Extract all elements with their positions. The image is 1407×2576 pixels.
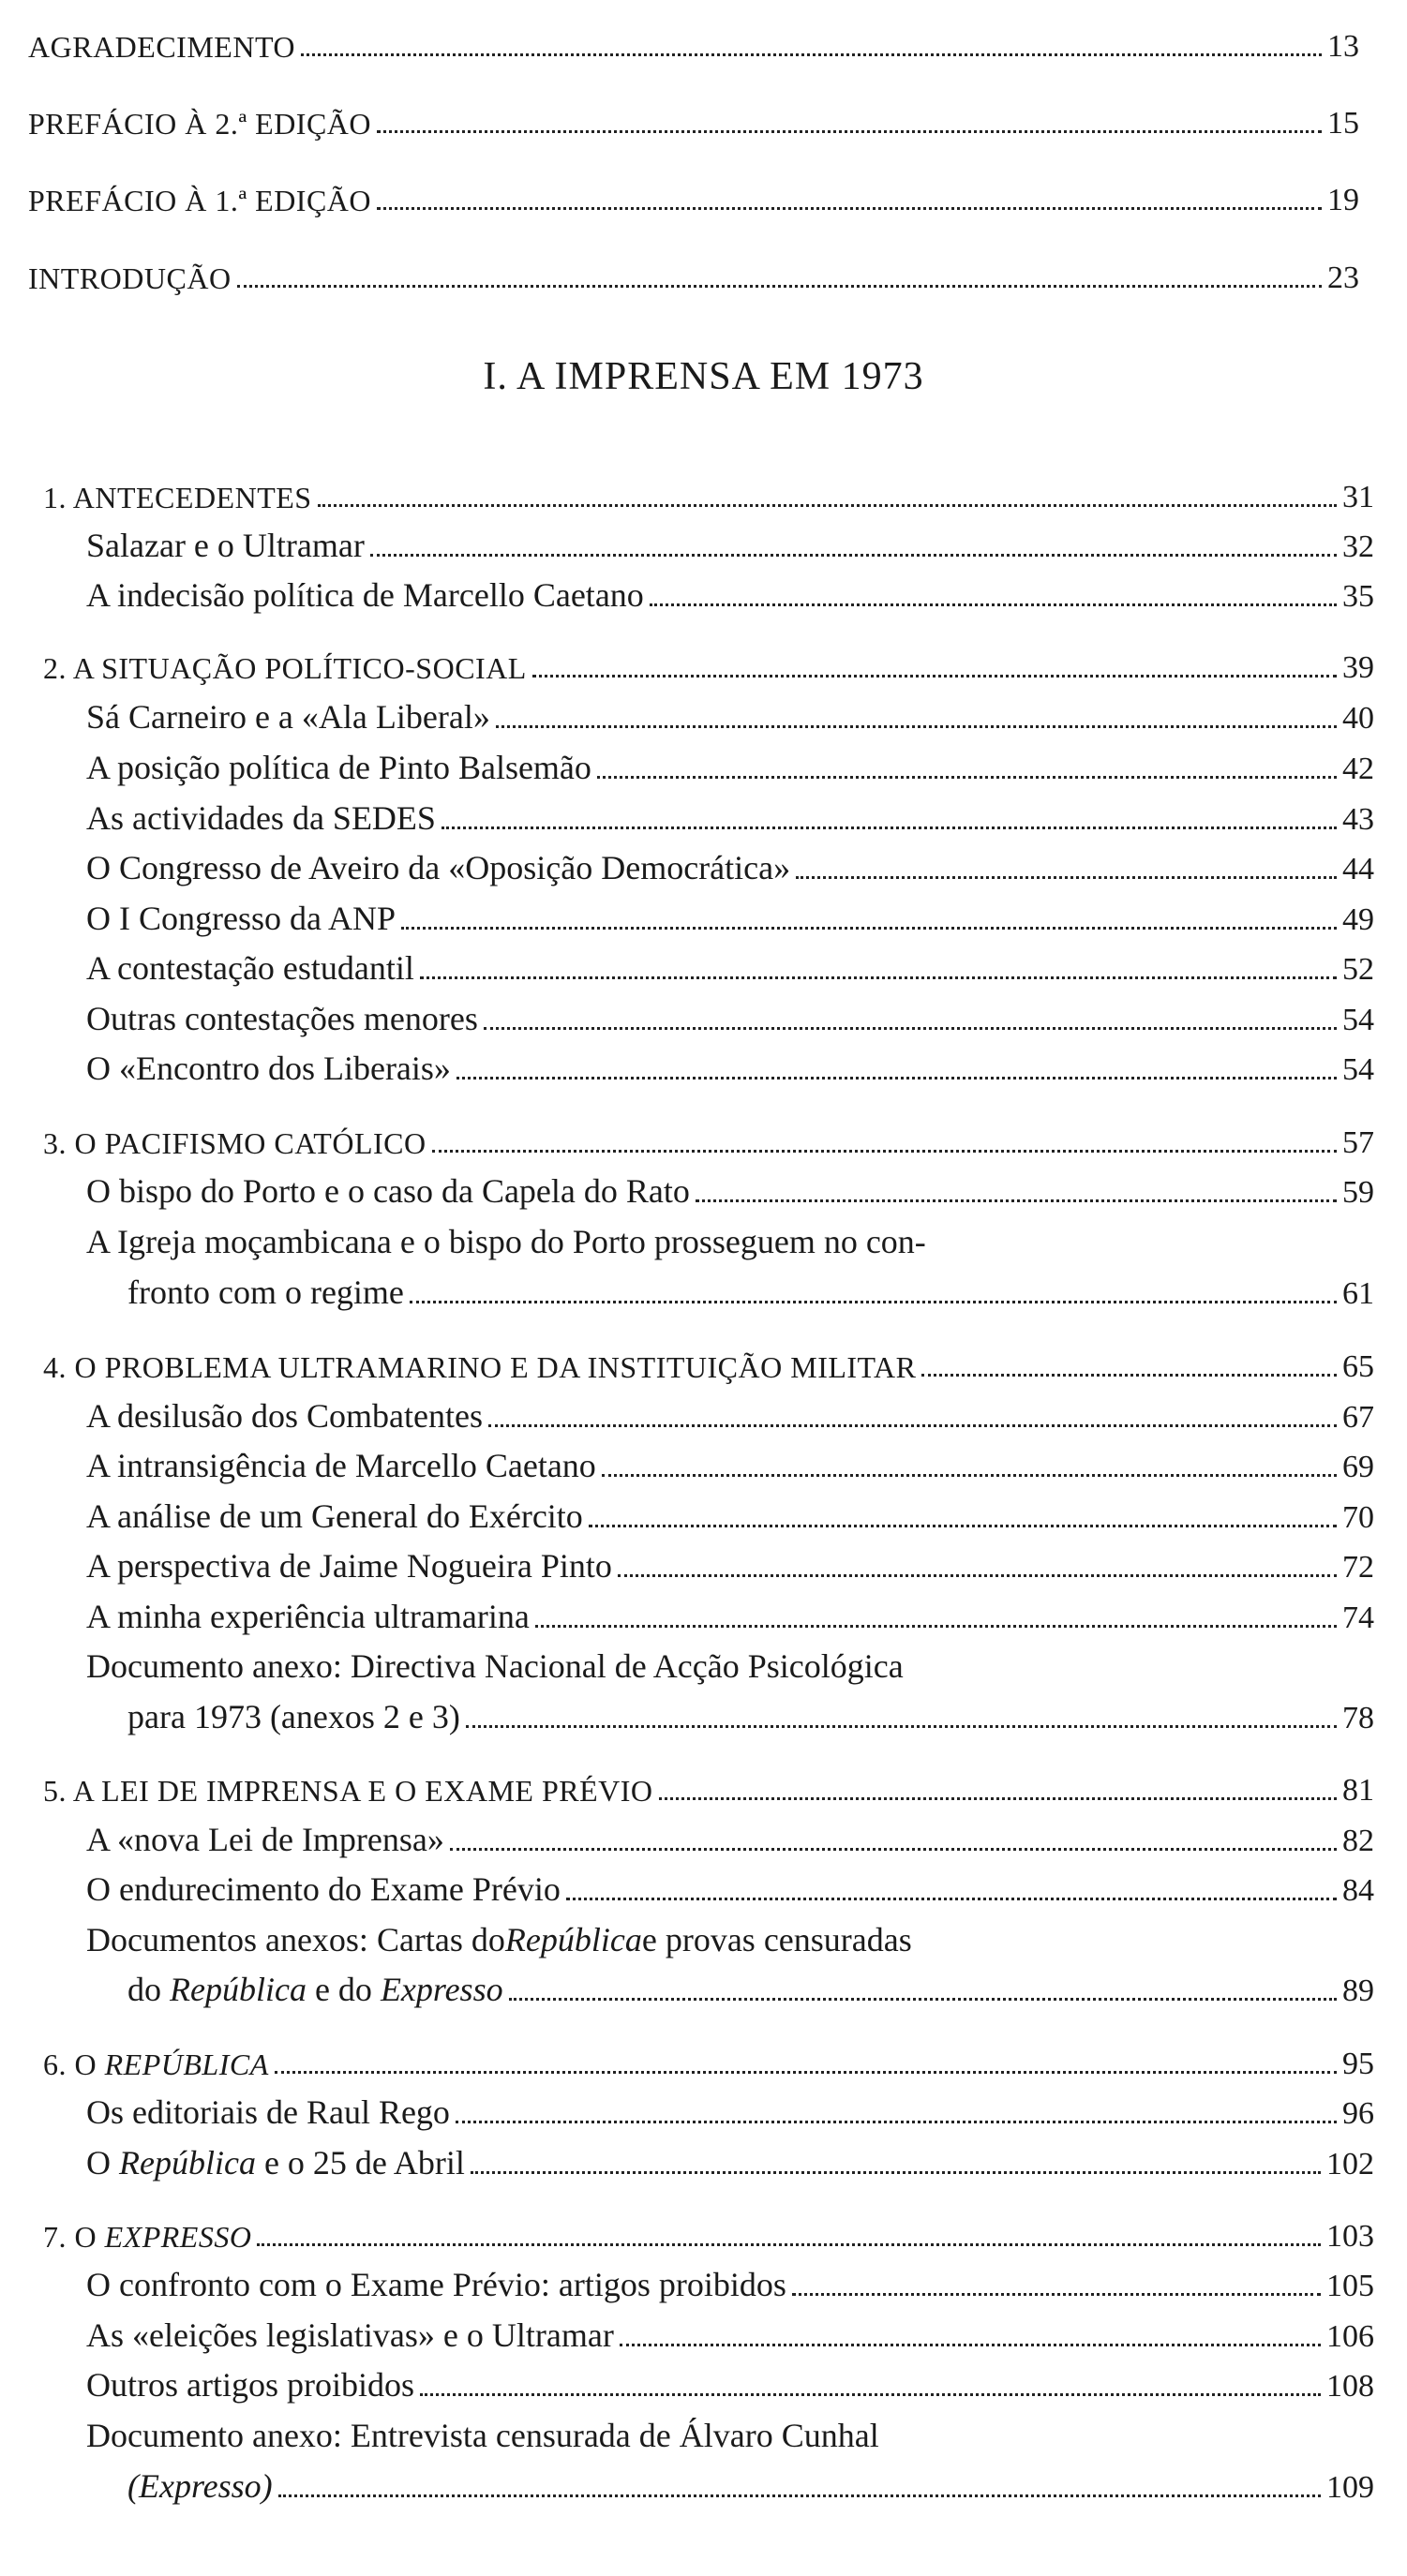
- section-entry: [86, 2352, 1374, 2405]
- toc-entry-title-italic: República: [170, 1971, 307, 2008]
- section-entry: [86, 735, 1374, 787]
- dot-leader: [509, 1998, 1337, 2001]
- section-entry: [86, 986, 1374, 1038]
- toc-entry-title: A perspectiva de Jaime Nogueira Pinto: [86, 1547, 612, 1585]
- toc-entry-page: 35: [1342, 579, 1374, 614]
- toc-entry-title: AGRADECIMENTO: [28, 30, 296, 64]
- toc-entry-page: 39: [1342, 650, 1374, 685]
- section-entry-continuation: [127, 1259, 1374, 1312]
- toc-entry-title-part: e provas censuradas: [641, 1921, 912, 1958]
- toc-entry-page: 44: [1342, 852, 1374, 886]
- section-entry-continuation: [127, 1957, 1374, 2009]
- dot-leader: [796, 876, 1337, 879]
- toc-entry-page: 70: [1342, 1500, 1374, 1535]
- toc-entry-page: 72: [1342, 1550, 1374, 1585]
- toc-entry: [28, 166, 1359, 218]
- toc-entry-page: 61: [1342, 1276, 1374, 1311]
- toc-entry-title-italic: República: [504, 1921, 642, 1958]
- section-entry: [86, 1035, 1374, 1088]
- toc-entry-title: A análise de um General do Exército: [86, 1497, 583, 1535]
- toc-entry-title: 5. A LEI DE IMPRENSA E O EXAME PRÉVIO: [43, 1774, 653, 1808]
- toc-entry-title-italic: REPÚBLICA: [104, 2047, 269, 2081]
- section-entry: [86, 2252, 1374, 2304]
- section-entry: [86, 935, 1374, 988]
- dot-leader: [597, 776, 1337, 779]
- dot-leader: [457, 1077, 1337, 1080]
- toc-entry-title: Outras contestações menores: [86, 1000, 478, 1037]
- toc-entry-title: O I Congresso da ANP: [86, 900, 396, 937]
- dot-leader: [650, 603, 1337, 606]
- toc-entry-title-part: Documentos anexos: Cartas do: [86, 1921, 505, 1958]
- toc-entry-title-part: 7. O: [43, 2220, 105, 2254]
- section-entry: [86, 835, 1374, 887]
- dot-leader: [456, 2121, 1337, 2123]
- toc-entry-page: 59: [1342, 1175, 1374, 1210]
- toc-entry-title: INTRODUÇÃO: [28, 261, 232, 295]
- dot-leader: [318, 504, 1337, 507]
- toc-entry-title: A posição política de Pinto Balsemão: [86, 749, 591, 786]
- chapter-entry: [43, 1109, 1374, 1161]
- toc-entry-title: O bispo do Porto e o caso da Capela do Rato: [86, 1172, 690, 1210]
- toc-entry-page: 81: [1342, 1773, 1374, 1808]
- toc-entry-page: 105: [1326, 2269, 1374, 2303]
- toc-entry-page: 74: [1342, 1601, 1374, 1635]
- toc-entry-page: 103: [1326, 2219, 1374, 2254]
- toc-entry-title-continued: fronto com o regime: [127, 1273, 404, 1311]
- dot-leader: [410, 1301, 1337, 1303]
- toc-entry-title-italic: EXPRESSO: [104, 2220, 252, 2254]
- toc-entry-title-part: e do: [306, 1971, 381, 2008]
- toc-entry-page: 102: [1326, 2147, 1374, 2181]
- dot-leader: [792, 2293, 1321, 2296]
- dot-leader: [471, 2171, 1321, 2174]
- toc-entry-page: 84: [1342, 1873, 1374, 1908]
- toc-entry-title: PREFÁCIO À 1.ª EDIÇÃO: [28, 184, 372, 217]
- toc-entry-page: 108: [1326, 2369, 1374, 2404]
- toc-entry-page: 82: [1342, 1824, 1374, 1858]
- section-entry: [86, 2130, 1374, 2182]
- toc-entry-title: Sá Carneiro e a «Ala Liberal»: [86, 698, 490, 736]
- toc-entry-title: [43, 2220, 251, 2255]
- toc-entry-page: 49: [1342, 902, 1374, 937]
- dot-leader: [432, 1150, 1337, 1153]
- dot-leader: [370, 554, 1337, 557]
- chapter-entry: [43, 2202, 1374, 2255]
- part-title: I. A IMPRENSA EM 1973: [483, 355, 924, 398]
- toc-entry-title: 3. O PACIFISMO CATÓLICO: [43, 1126, 427, 1160]
- section-entry: [86, 2302, 1374, 2355]
- toc-entry-page: 69: [1342, 1450, 1374, 1484]
- dot-leader: [566, 1898, 1337, 1900]
- section-entry: [86, 1209, 926, 1261]
- dot-leader: [488, 1424, 1337, 1427]
- section-entry: [86, 1433, 1374, 1485]
- toc-entry-title-italic: República: [119, 2144, 256, 2181]
- section-entry: [86, 1633, 904, 1686]
- toc-entry-title-part: e o 25 de Abril: [255, 2144, 465, 2181]
- dot-leader: [496, 725, 1337, 728]
- dot-leader: [401, 927, 1337, 930]
- toc-entry-title: O endurecimento do Exame Prévio: [86, 1870, 561, 1908]
- section-entry: [86, 1483, 1374, 1536]
- toc-entry-title-part: 6. O: [43, 2047, 105, 2081]
- toc-entry-title-part: do: [127, 1971, 170, 2008]
- toc-entry-title: 1. ANTECEDENTES: [43, 481, 312, 514]
- toc-entry-title: [43, 2047, 269, 2082]
- section-entry-continuation: [127, 2453, 1374, 2506]
- dot-leader: [696, 1199, 1337, 1202]
- toc-entry-page: 42: [1342, 752, 1374, 786]
- toc-entry-page: 57: [1342, 1125, 1374, 1160]
- section-entry: [86, 1907, 912, 1959]
- toc-entry-title: A desilusão dos Combatentes: [86, 1397, 483, 1435]
- section-entry-continuation: [127, 1684, 1374, 1736]
- toc-entry-page: 23: [1327, 261, 1359, 295]
- toc-entry-title: Documento anexo: Directiva Nacional de Acção Psicológica: [86, 1647, 904, 1685]
- toc-entry-title: O confronto com o Exame Prévio: artigos proibidos: [86, 2266, 786, 2303]
- toc-entry-title-continued: (Expresso): [127, 2467, 273, 2505]
- toc-entry-page: 89: [1342, 1973, 1374, 2008]
- dot-leader: [602, 1474, 1337, 1477]
- toc-entry-page: 67: [1342, 1400, 1374, 1435]
- section-entry: [86, 1856, 1374, 1909]
- toc-entry-page: 40: [1342, 701, 1374, 736]
- dot-leader: [532, 675, 1337, 678]
- dot-leader: [377, 130, 1322, 133]
- toc-entry-title-italic: Expresso: [380, 1971, 503, 2008]
- toc-entry-title: A Igreja moçambicana e o bispo do Porto prosseguem no con-: [86, 1223, 926, 1260]
- toc-entry-title: Salazar e o Ultramar: [86, 527, 365, 564]
- toc-entry-title-part: O: [86, 2144, 119, 2181]
- toc-entry-title: Outros artigos proibidos: [86, 2366, 414, 2404]
- toc-entry-page: 19: [1327, 183, 1359, 217]
- toc-entry-page: 52: [1342, 952, 1374, 987]
- dot-leader: [484, 1027, 1337, 1030]
- toc-entry-page: 96: [1342, 2096, 1374, 2131]
- dot-leader: [450, 1848, 1337, 1851]
- toc-entry-title: Os editoriais de Raul Rego: [86, 2093, 450, 2131]
- toc-entry-page: 106: [1326, 2319, 1374, 2354]
- toc-entry-title: A contestação estudantil: [86, 949, 414, 987]
- toc-entry: [28, 244, 1359, 296]
- toc-entry-title: Documento anexo: Entrevista censurada de Álvaro Cunhal: [86, 2417, 879, 2454]
- section-entry: [86, 2403, 879, 2455]
- toc-entry-page: 31: [1342, 480, 1374, 514]
- toc-entry-title: A minha experiência ultramarina: [86, 1598, 530, 1635]
- toc-entry-page: 32: [1342, 529, 1374, 564]
- dot-leader: [589, 1525, 1337, 1527]
- dot-leader: [377, 207, 1322, 210]
- toc-entry-page: 65: [1342, 1349, 1374, 1384]
- section-entry: [86, 1807, 1374, 1859]
- toc-entry-title: O Congresso de Aveiro da «Oposição Democrática»: [86, 849, 791, 886]
- toc-entry-title: O «Encontro dos Liberais»: [86, 1050, 451, 1087]
- toc-entry-title: A «nova Lei de Imprensa»: [86, 1821, 444, 1858]
- toc-entry-page: 54: [1342, 1052, 1374, 1087]
- dot-leader: [420, 2393, 1321, 2396]
- section-entry: [86, 513, 1374, 565]
- toc-entry-title: As «eleições legislativas» e o Ultramar: [86, 2316, 614, 2354]
- dot-leader: [466, 1725, 1337, 1728]
- toc-entry-title-continued: [127, 1970, 503, 2009]
- chapter-entry: [43, 2030, 1374, 2082]
- toc-entry-page: 43: [1342, 802, 1374, 837]
- toc-entry-title: A indecisão política de Marcello Caetano: [86, 576, 644, 614]
- toc-entry: [28, 12, 1359, 65]
- dot-leader: [278, 2494, 1321, 2497]
- chapter-entry: [43, 633, 1374, 686]
- toc-entry: [28, 89, 1359, 141]
- section-entry: [86, 562, 1374, 615]
- dot-leader: [301, 53, 1322, 56]
- toc-entry-title: PREFÁCIO À 2.ª EDIÇÃO: [28, 107, 372, 141]
- dot-leader: [257, 2243, 1321, 2246]
- dot-leader: [535, 1625, 1337, 1628]
- chapter-entry: [43, 1333, 1374, 1385]
- dot-leader: [618, 1574, 1337, 1577]
- chapter-entry: [43, 1756, 1374, 1809]
- toc-entry-page: 54: [1342, 1003, 1374, 1037]
- toc-entry-title-continued: para 1973 (anexos 2 e 3): [127, 1698, 460, 1735]
- section-entry: [86, 1158, 1374, 1211]
- section-entry: [86, 1383, 1374, 1436]
- section-entry: [86, 2079, 1374, 2132]
- toc-entry-title: [86, 2143, 465, 2182]
- dot-leader: [442, 826, 1337, 829]
- chapter-entry: [43, 463, 1374, 515]
- dot-leader: [620, 2344, 1321, 2346]
- section-entry: [86, 1533, 1374, 1586]
- dot-leader: [420, 976, 1337, 979]
- toc-entry-title: A intransigência de Marcello Caetano: [86, 1447, 596, 1484]
- toc-entry-page: 95: [1342, 2047, 1374, 2081]
- toc-entry-page: 15: [1327, 106, 1359, 141]
- toc-entry-page: 78: [1342, 1701, 1374, 1735]
- dot-leader: [275, 2071, 1337, 2074]
- section-entry: [86, 886, 1374, 938]
- dot-leader: [921, 1374, 1337, 1377]
- toc-entry-title: As actividades da SEDES: [86, 799, 436, 837]
- section-entry: [86, 785, 1374, 838]
- toc-entry-page: 109: [1326, 2470, 1374, 2505]
- toc-entry-title: 2. A SITUAÇÃO POLÍTICO-SOCIAL: [43, 651, 527, 685]
- dot-leader: [659, 1797, 1337, 1800]
- toc-entry-page: 13: [1327, 29, 1359, 64]
- dot-leader: [237, 285, 1322, 288]
- section-entry: [86, 1584, 1374, 1636]
- toc-entry-title: 4. O PROBLEMA ULTRAMARINO E DA INSTITUIÇÃO MILITAR: [43, 1350, 917, 1384]
- section-entry: [86, 684, 1374, 737]
